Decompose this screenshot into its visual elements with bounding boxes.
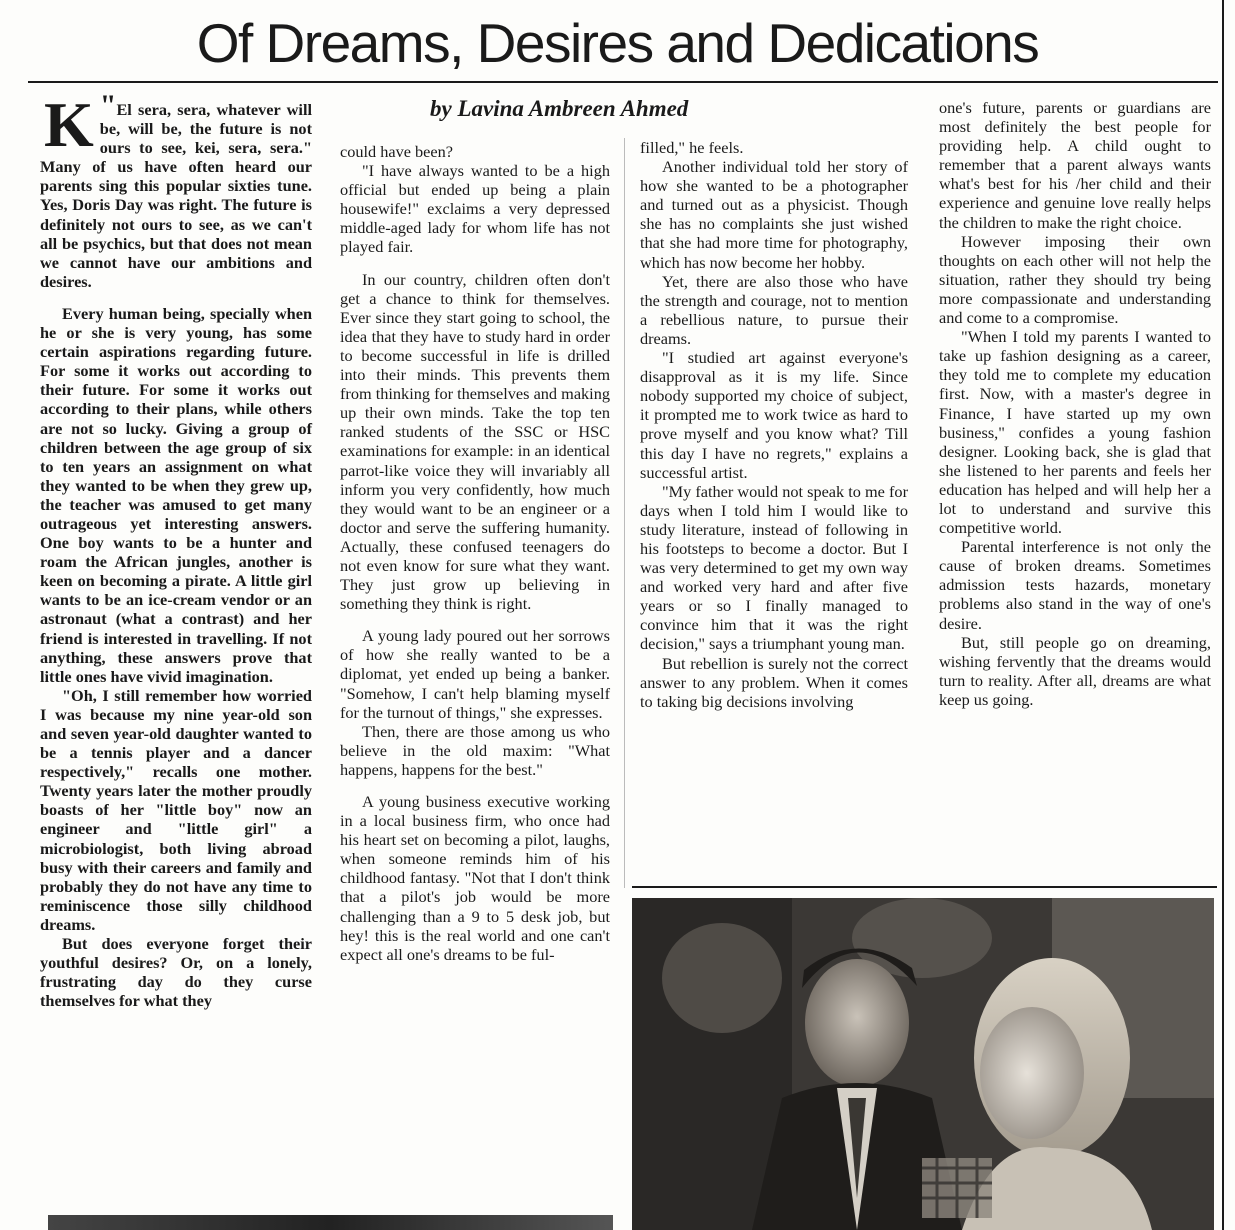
photo-couple-illustration bbox=[632, 898, 1214, 1230]
article-paragraph: "When I told my parents I wanted to take up fashion designing as a career, they told me to complete my education first. Now, with a master's degree in Finance, I have started up my own business," confides a young fashion designer. Looking back, she is glad that she listened to her parents and feels her education has helped and will help her a lot to understand and survive this competitive world. bbox=[939, 327, 1211, 538]
article-paragraph: "I studied art against everyone's disapproval as it is my life. Since nobody supported my choice of subject, it prompted me to work twice as hard to prove myself and you know what? Till this day I have no regrets," explains a successful artist. bbox=[640, 348, 908, 482]
article-paragraph: Yet, there are also those who have the strength and courage, not to mention a rebellious nature, to pursue their dreams. bbox=[640, 271, 908, 348]
article-photo bbox=[632, 898, 1214, 1230]
article-paragraph: one's future, parents or guardians are most definitely the best people for providing help. A child ought to remember that a parent always wants what's best for his /her child and their experience and genuine love really helps the children to make the right choice. bbox=[939, 98, 1211, 232]
article-paragraph: filled," he feels. bbox=[640, 138, 744, 157]
page-edge-rule bbox=[1222, 0, 1224, 1230]
article-paragraph: However imposing their own thoughts on each other will not help the situation, rather they should try being more compassionate and understanding and come to a compromise. bbox=[939, 231, 1211, 328]
dropcap-quote: " bbox=[99, 89, 117, 122]
article-paragraph: But rebellion is surely not the correct answer to any problem. When it comes to taking big decisions involving bbox=[640, 653, 908, 711]
photo-rule bbox=[632, 886, 1217, 888]
article-paragraph: In our country, children often don't get a chance to think for themselves. Ever since they start going to school, the idea that they have to study hard in order to become successful in life is drilled into their minds. This prevents them from thinking for themselves and making up their own minds. Take the top ten ranked students of the SSC or HSC examinations for example: in an identical parrot-like voice they will invariably all inform you very confidently, how much they would want to be an engineer or a doctor and serve the suffering humanity. Actually, these confused teenagers do not even know for sure what they want. They just grow up believing in something they think is right. bbox=[340, 269, 610, 614]
article-headline: Of Dreams, Desires and Dedications bbox=[196, 12, 1039, 74]
article-column-3 bbox=[640, 138, 908, 711]
article-paragraph: El sera, sera, whatever will be, will be, the future is not ours to see, kei, sera, sera." Many of us have often heard our parents sing this popular sixties tune. Yes, Doris Day was right. The future is definitely not ours to see, as we can't all be psychics, but that does not mean we cannot have our ambitions and desires. bbox=[40, 100, 312, 291]
article-paragraph: Parental interference is not only the cause of broken dreams. Sometimes admission tests hazards, monetary problems also stand in the way of one's desire. bbox=[939, 537, 1211, 633]
article-column-2 bbox=[340, 142, 610, 964]
article-paragraph: Another individual told her story of how she wanted to be a photographer and turned out as a physicist. Though she has no complaints she just wished that she had more time for photography, which has now become her hobby. bbox=[640, 157, 908, 272]
article-paragraph: could have been? bbox=[340, 142, 454, 161]
article-paragraph: But does everyone forget their youthful desires? Or, on a lonely, frustrating day do they curse themselves for what they bbox=[40, 934, 312, 1011]
article-paragraph: "I have always wanted to be a high official but ended up being a plain housewife!" exclaims a very depressed middle-aged lady for whom life has not played fair. bbox=[340, 161, 610, 257]
article-column-4 bbox=[939, 98, 1211, 709]
dropcap-letter: K bbox=[44, 89, 94, 160]
article-paragraph: A young lady poured out her sorrows of how she really wanted to be a diplomat, yet ended up being a banker. "Somehow, I can't help blaming myself for the turnout of things," she expresses. bbox=[340, 626, 610, 722]
article-paragraph: Then, there are those among us who believe in the old maxim: "What happens, happens for the best." bbox=[340, 721, 610, 779]
dropcap-block bbox=[40, 89, 312, 291]
article-paragraph: "Oh, I still remember how worried I was because my nine year-old son and seven year-old daughter wanted to be a tennis player and a dancer respectively," recalls one mother. Twenty years later the mother proudly boasts of her "little boy" now an engineer and "little girl" a microbiologist, both living abroad busy with their careers and family and probably they do not have any time to reminiscence those silly childhood dreams. bbox=[40, 685, 312, 934]
photo-edge-bottom bbox=[48, 1215, 613, 1230]
article-byline: by Lavina Ambreen Ahmed bbox=[430, 96, 689, 121]
article-paragraph: "My father would not speak to me for days when I told him I would like to study literature, instead of following in his footsteps to become a doctor. But I was very determined to get my own way and worked very hard and after five years or so I finally managed to convince him that it was the right decision," says a triumphant young man. bbox=[640, 481, 908, 654]
column-divider bbox=[624, 138, 625, 888]
article-column-1 bbox=[40, 89, 312, 1011]
article-paragraph: But, still people go on dreaming, wishing fervently that the dreams would turn to reality. After all, dreams are what keep us going. bbox=[939, 632, 1211, 709]
headline-rule bbox=[28, 81, 1218, 83]
article-paragraph: A young business executive working in a local business firm, who once had his heart set on becoming a pilot, laughs, when someone reminds him of his childhood fantasy. "Not that I don't think that a pilot's job would be more challenging than a 9 to 5 desk job, but hey! this is the real world and one can't expect all one's dreams to be ful- bbox=[340, 792, 610, 964]
article-paragraph: Every human being, specially when he or she is very young, has some certain aspirations regarding future. For some it works out according to their future. For some it works out according to their plans, while others are not so lucky. Giving a group of children between the age group of six to ten years an assignment on what they wanted to be when they grew up, the teacher was amused to get many outrageous yet interesting answers. One boy wants to be a hunter and roam the African jungles, another is keen on becoming a pirate. A little girl wants to be an ice-cream vendor or an astronaut (what a contrast) and her friend is interested in travelling. If not anything, these answers prove that little ones have vivid imagination. bbox=[40, 303, 312, 686]
